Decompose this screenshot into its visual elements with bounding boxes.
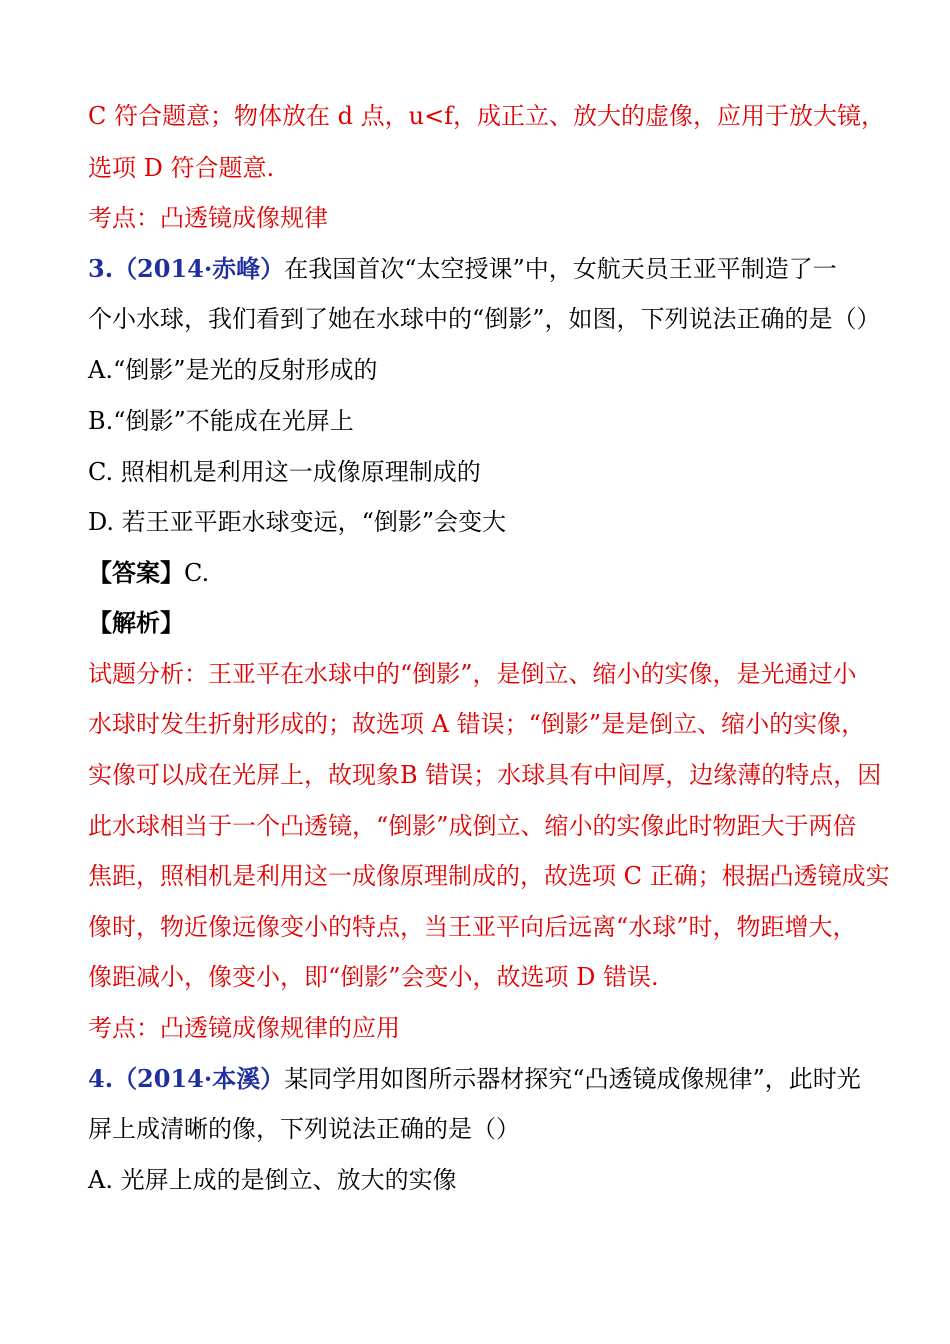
q3-analysis-line-2: 水球时发生折射形成的；故选项 A 错误；“倒影”是是倒立、缩小的实像， — [88, 710, 866, 738]
q3-number: 3. — [88, 254, 114, 283]
q4-option-a: A. 光屏上成的是倒立、放大的实像 — [88, 1166, 457, 1194]
prev-analysis-line-1: C 符合题意；物体放在 d 点，u<f，成正立、放大的虚像，应用于放大镜， — [88, 102, 886, 130]
q4-stem-line-2: 屏上成清晰的像，下列说法正确的是（） — [88, 1115, 520, 1143]
q3-option-a: A.“倒影”是光的反射形成的 — [88, 356, 378, 384]
q3-option-c: C. 照相机是利用这一成像原理制成的 — [88, 458, 481, 486]
q4-stem-text-1: 某同学用如图所示器材探究“凸透镜成像规律”，此时光 — [284, 1065, 861, 1093]
q3-source: （2014·赤峰） — [113, 254, 285, 283]
q3-analysis-line-4: 此水球相当于一个凸透镜，“倒影”成倒立、缩小的实像此时物距大于两倍 — [88, 812, 857, 840]
q3-analysis-line-1: 试题分析：王亚平在水球中的“倒影”，是倒立、缩小的实像，是光通过小 — [88, 660, 857, 688]
q3-stem-line-1 — [88, 253, 837, 285]
prev-topic: 考点：凸透镜成像规律 — [88, 204, 328, 232]
q3-topic: 考点：凸透镜成像规律的应用 — [88, 1014, 400, 1042]
prev-analysis-line-2: 选项 D 符合题意. — [88, 154, 275, 182]
q3-answer-value: C. — [184, 559, 210, 587]
q4-source: （2014·本溪） — [113, 1064, 285, 1093]
q3-analysis-label: 【解析】 — [88, 608, 184, 637]
q3-analysis-line-3: 实像可以成在光屏上，故现象B 错误；水球具有中间厚，边缘薄的特点，因 — [88, 761, 882, 789]
q3-analysis-line-7: 像距减小，像变小，即“倒影”会变小，故选项 D 错误. — [88, 963, 659, 991]
q3-analysis-line-5: 焦距，照相机是利用这一成像原理制成的，故选项 C 正确；根据凸透镜成实 — [88, 862, 890, 890]
q3-analysis-line-6: 像时，物近像远像变小的特点，当王亚平向后远离“水球”时，物距增大， — [88, 913, 857, 941]
q4-number: 4. — [88, 1064, 114, 1093]
q3-answer — [88, 557, 209, 589]
q3-answer-label: 【答案】 — [88, 558, 184, 587]
q3-stem-line-2: 个小水球，我们看到了她在水球中的“倒影”，如图，下列说法正确的是（） — [88, 305, 881, 333]
q3-option-d: D. 若王亚平距水球变远，“倒影”会变大 — [88, 508, 507, 536]
q4-stem-line-1 — [88, 1063, 861, 1095]
q3-option-b: B.“倒影”不能成在光屏上 — [88, 407, 354, 435]
q3-stem-text-1: 在我国首次“太空授课”中，女航天员王亚平制造了一 — [284, 255, 837, 283]
